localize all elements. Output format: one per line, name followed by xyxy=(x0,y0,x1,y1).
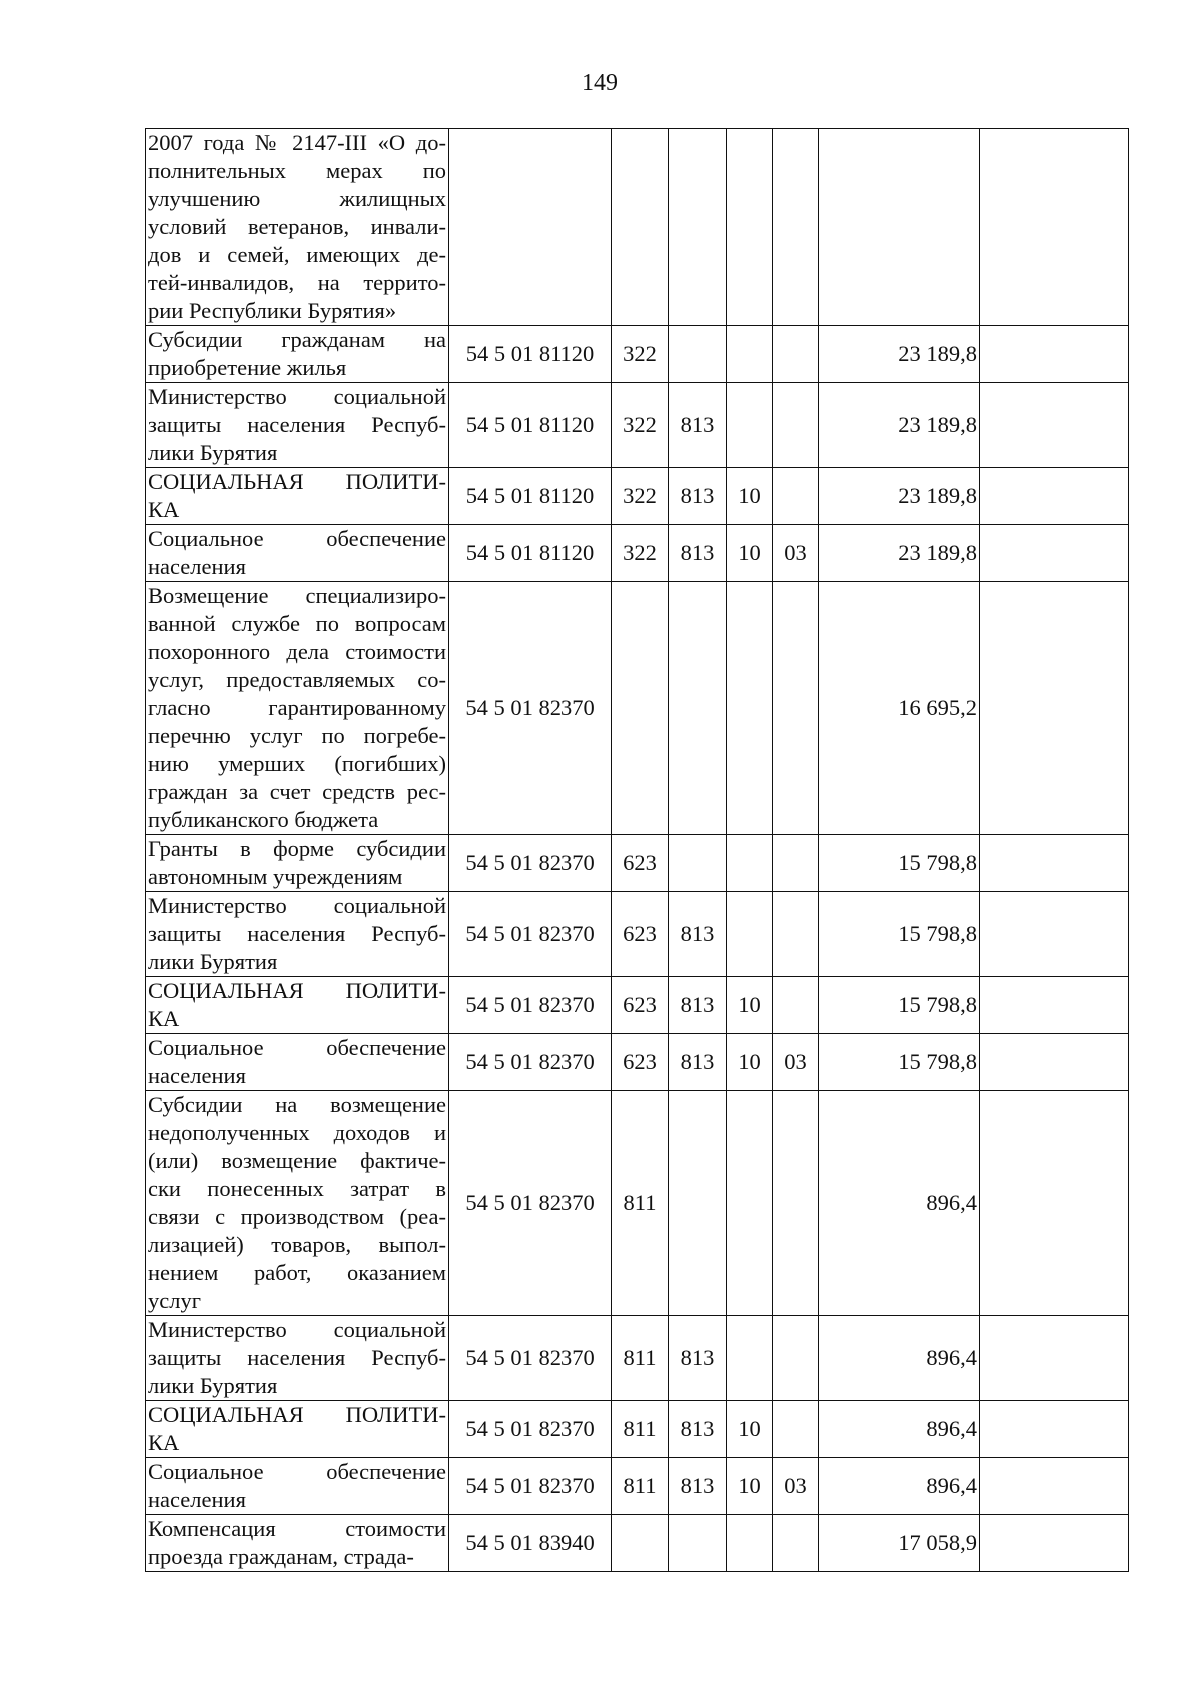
description-line: улучшению жилищных xyxy=(148,186,446,211)
extra-amount-cell xyxy=(980,977,1129,1034)
description-line: Субсидии на возмещение xyxy=(148,1092,446,1117)
description-line: приобретение жилья xyxy=(148,355,347,380)
extra-amount-cell xyxy=(980,892,1129,977)
section-cell: 10 xyxy=(727,1458,773,1515)
description-line: Возмещение специализиро- xyxy=(148,583,446,608)
expense-type-cell: 623 xyxy=(612,892,669,977)
amount-cell: 15 798,8 xyxy=(819,1034,980,1091)
subsection-cell xyxy=(773,326,819,383)
target-article-cell: 54 5 01 83940 xyxy=(449,1515,612,1572)
subsection-cell: 03 xyxy=(773,525,819,582)
ministry-code-cell: 813 xyxy=(669,977,727,1034)
description-line: услуг, предоставляемых со- xyxy=(148,667,446,692)
target-article-cell: 54 5 01 82370 xyxy=(449,582,612,835)
subsection-cell xyxy=(773,977,819,1034)
extra-amount-cell xyxy=(980,468,1129,525)
subsection-cell: 03 xyxy=(773,1034,819,1091)
description-line: услуг xyxy=(148,1288,201,1313)
description-line: недополученных доходов и xyxy=(148,1120,446,1145)
target-article-cell: 54 5 01 81120 xyxy=(449,326,612,383)
description-line: СОЦИАЛЬНАЯ ПОЛИТИ- xyxy=(148,469,446,494)
description-line: дов и семей, имеющих де- xyxy=(148,242,446,267)
extra-amount-cell xyxy=(980,1091,1129,1316)
amount-cell: 17 058,9 xyxy=(819,1515,980,1572)
expense-type-cell: 322 xyxy=(612,525,669,582)
amount-cell: 15 798,8 xyxy=(819,892,980,977)
description-line: лики Бурятия xyxy=(148,440,278,465)
target-article-cell: 54 5 01 82370 xyxy=(449,1316,612,1401)
description-line: Социальное обеспечение xyxy=(148,1035,446,1060)
table-row xyxy=(146,525,1129,582)
subsection-cell xyxy=(773,892,819,977)
ministry-code-cell xyxy=(669,1091,727,1316)
budget-table xyxy=(145,128,1129,1572)
description-line: публиканского бюджета xyxy=(148,807,379,832)
description-line: КА xyxy=(148,1006,180,1031)
description-line: граждан за счет средств рес- xyxy=(148,779,446,804)
amount-cell: 15 798,8 xyxy=(819,977,980,1034)
description-line: КА xyxy=(148,497,180,522)
section-cell: 10 xyxy=(727,525,773,582)
description-line: полнительных мерах по xyxy=(148,158,446,183)
extra-amount-cell xyxy=(980,326,1129,383)
description-line: защиты населения Респуб- xyxy=(148,1345,446,1370)
ministry-code-cell: 813 xyxy=(669,383,727,468)
subsection-cell xyxy=(773,835,819,892)
expense-type-cell: 322 xyxy=(612,326,669,383)
subsection-cell xyxy=(773,582,819,835)
subsection-cell xyxy=(773,1316,819,1401)
ministry-code-cell xyxy=(669,326,727,383)
subsection-cell xyxy=(773,383,819,468)
description-line: населения xyxy=(148,1063,246,1088)
target-article-cell xyxy=(449,129,612,326)
ministry-code-cell: 813 xyxy=(669,1316,727,1401)
subsection-cell xyxy=(773,1515,819,1572)
expense-type-cell: 811 xyxy=(612,1458,669,1515)
amount-cell: 896,4 xyxy=(819,1091,980,1316)
section-cell: 10 xyxy=(727,1401,773,1458)
section-cell: 10 xyxy=(727,977,773,1034)
description-line: Министерство социальной xyxy=(148,1317,446,1342)
section-cell xyxy=(727,582,773,835)
table-row xyxy=(146,383,1129,468)
description-line: рии Республики Бурятия» xyxy=(148,298,397,323)
target-article-cell: 54 5 01 82370 xyxy=(449,835,612,892)
description-line: лизацией) товаров, выпол- xyxy=(148,1232,446,1257)
table-row xyxy=(146,129,1129,326)
expense-type-cell xyxy=(612,129,669,326)
description-cell xyxy=(146,1091,449,1316)
ministry-code-cell: 813 xyxy=(669,1458,727,1515)
table-body xyxy=(146,129,1129,1572)
description-line: тей-инвалидов, на террито- xyxy=(148,270,446,295)
description-line: КА xyxy=(148,1430,180,1455)
description-cell xyxy=(146,383,449,468)
target-article-cell: 54 5 01 81120 xyxy=(449,468,612,525)
description-cell xyxy=(146,468,449,525)
description-line: гласно гарантированному xyxy=(148,695,446,720)
description-cell xyxy=(146,326,449,383)
extra-amount-cell xyxy=(980,129,1129,326)
description-line: похоронного дела стоимости xyxy=(148,639,446,664)
target-article-cell: 54 5 01 82370 xyxy=(449,977,612,1034)
extra-amount-cell xyxy=(980,525,1129,582)
amount-cell: 896,4 xyxy=(819,1458,980,1515)
table-row xyxy=(146,468,1129,525)
description-line: лики Бурятия xyxy=(148,949,278,974)
section-cell xyxy=(727,326,773,383)
table-row xyxy=(146,1034,1129,1091)
description-line: нию умерших (погибших) xyxy=(148,751,446,776)
ministry-code-cell xyxy=(669,582,727,835)
description-line: ски понесенных затрат в xyxy=(148,1176,446,1201)
table-row xyxy=(146,1316,1129,1401)
amount-cell: 16 695,2 xyxy=(819,582,980,835)
expense-type-cell: 322 xyxy=(612,468,669,525)
section-cell: 10 xyxy=(727,1034,773,1091)
ministry-code-cell: 813 xyxy=(669,468,727,525)
extra-amount-cell xyxy=(980,1458,1129,1515)
ministry-code-cell xyxy=(669,835,727,892)
description-cell xyxy=(146,1458,449,1515)
ministry-code-cell: 813 xyxy=(669,525,727,582)
amount-cell: 23 189,8 xyxy=(819,525,980,582)
description-cell xyxy=(146,977,449,1034)
expense-type-cell: 322 xyxy=(612,383,669,468)
description-cell xyxy=(146,1515,449,1572)
description-line: перечню услуг по погребе- xyxy=(148,723,446,748)
description-line: населения xyxy=(148,1487,246,1512)
ministry-code-cell: 813 xyxy=(669,892,727,977)
description-cell xyxy=(146,1401,449,1458)
extra-amount-cell xyxy=(980,1316,1129,1401)
target-article-cell: 54 5 01 81120 xyxy=(449,525,612,582)
section-cell xyxy=(727,383,773,468)
table-row xyxy=(146,1091,1129,1316)
target-article-cell: 54 5 01 82370 xyxy=(449,1034,612,1091)
section-cell xyxy=(727,1515,773,1572)
description-line: Гранты в форме субсидии xyxy=(148,836,446,861)
section-cell: 10 xyxy=(727,468,773,525)
description-cell xyxy=(146,525,449,582)
description-line: условий ветеранов, инвали- xyxy=(148,214,446,239)
description-line: (или) возмещение фактиче- xyxy=(148,1148,446,1173)
description-line: Министерство социальной xyxy=(148,893,446,918)
description-line: СОЦИАЛЬНАЯ ПОЛИТИ- xyxy=(148,1402,446,1427)
extra-amount-cell xyxy=(980,383,1129,468)
amount-cell: 896,4 xyxy=(819,1316,980,1401)
description-cell xyxy=(146,892,449,977)
amount-cell: 23 189,8 xyxy=(819,468,980,525)
description-line: Министерство социальной xyxy=(148,384,446,409)
ministry-code-cell xyxy=(669,129,727,326)
target-article-cell: 54 5 01 82370 xyxy=(449,892,612,977)
expense-type-cell: 623 xyxy=(612,977,669,1034)
description-line: защиты населения Респуб- xyxy=(148,921,446,946)
section-cell xyxy=(727,1316,773,1401)
description-line: Социальное обеспечение xyxy=(148,526,446,551)
description-cell xyxy=(146,582,449,835)
section-cell xyxy=(727,129,773,326)
subsection-cell xyxy=(773,1091,819,1316)
ministry-code-cell: 813 xyxy=(669,1034,727,1091)
amount-cell: 23 189,8 xyxy=(819,383,980,468)
page-number: 149 xyxy=(582,70,618,96)
extra-amount-cell xyxy=(980,1034,1129,1091)
table-row xyxy=(146,1401,1129,1458)
table-row xyxy=(146,1515,1129,1572)
expense-type-cell: 623 xyxy=(612,1034,669,1091)
expense-type-cell: 811 xyxy=(612,1091,669,1316)
extra-amount-cell xyxy=(980,835,1129,892)
table-row xyxy=(146,326,1129,383)
description-cell xyxy=(146,1316,449,1401)
description-line: Компенсация стоимости xyxy=(148,1516,446,1541)
extra-amount-cell xyxy=(980,582,1129,835)
description-line: связи с производством (реа- xyxy=(148,1204,446,1229)
amount-cell: 23 189,8 xyxy=(819,326,980,383)
subsection-cell xyxy=(773,129,819,326)
ministry-code-cell: 813 xyxy=(669,1401,727,1458)
subsection-cell: 03 xyxy=(773,1458,819,1515)
table-row xyxy=(146,1458,1129,1515)
description-cell xyxy=(146,835,449,892)
description-cell xyxy=(146,1034,449,1091)
description-line: ванной службе по вопросам xyxy=(148,611,446,636)
expense-type-cell: 811 xyxy=(612,1401,669,1458)
table-row xyxy=(146,892,1129,977)
extra-amount-cell xyxy=(980,1515,1129,1572)
ministry-code-cell xyxy=(669,1515,727,1572)
description-line: проезда гражданам, страда- xyxy=(148,1544,414,1569)
description-line: автономным учреждениям xyxy=(148,864,403,889)
target-article-cell: 54 5 01 81120 xyxy=(449,383,612,468)
section-cell xyxy=(727,835,773,892)
expense-type-cell: 811 xyxy=(612,1316,669,1401)
expense-type-cell xyxy=(612,1515,669,1572)
description-line: Субсидии гражданам на xyxy=(148,327,446,352)
description-line: 2007 года № 2147-III «О до- xyxy=(148,130,446,155)
target-article-cell: 54 5 01 82370 xyxy=(449,1401,612,1458)
amount-cell xyxy=(819,129,980,326)
expense-type-cell: 623 xyxy=(612,835,669,892)
description-line: населения xyxy=(148,554,246,579)
extra-amount-cell xyxy=(980,1401,1129,1458)
description-line: защиты населения Респуб- xyxy=(148,412,446,437)
target-article-cell: 54 5 01 82370 xyxy=(449,1458,612,1515)
table-row xyxy=(146,582,1129,835)
subsection-cell xyxy=(773,468,819,525)
description-line: лики Бурятия xyxy=(148,1373,278,1398)
amount-cell: 896,4 xyxy=(819,1401,980,1458)
description-cell xyxy=(146,129,449,326)
table-row xyxy=(146,977,1129,1034)
section-cell xyxy=(727,1091,773,1316)
description-line: нением работ, оказанием xyxy=(148,1260,446,1285)
amount-cell: 15 798,8 xyxy=(819,835,980,892)
subsection-cell xyxy=(773,1401,819,1458)
section-cell xyxy=(727,892,773,977)
target-article-cell: 54 5 01 82370 xyxy=(449,1091,612,1316)
description-line: Социальное обеспечение xyxy=(148,1459,446,1484)
description-line: СОЦИАЛЬНАЯ ПОЛИТИ- xyxy=(148,978,446,1003)
expense-type-cell xyxy=(612,582,669,835)
table-row xyxy=(146,835,1129,892)
